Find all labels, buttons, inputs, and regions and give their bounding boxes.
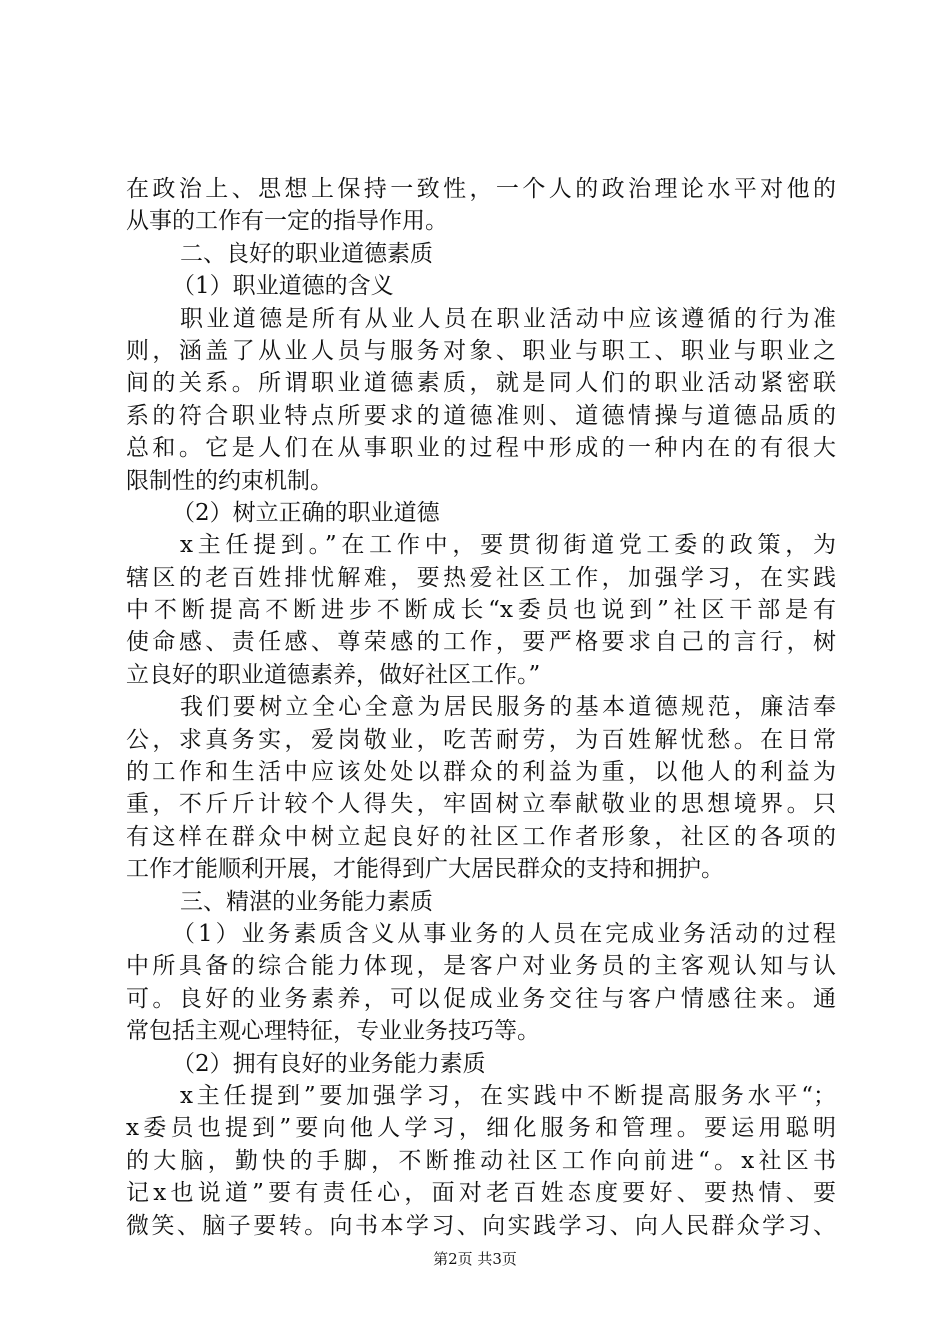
document-body: [126, 173, 836, 1242]
text-line: 常包括主观心理特征，专业业务技巧等。: [126, 1018, 540, 1045]
section-heading: 二、良好的职业道德素质: [180, 240, 433, 267]
text-line: 则，涵盖了从业人员与服务对象、职业与职工、职业与职业之: [126, 337, 836, 364]
text-line: x委员也提到”要向他人学习，细化服务和管理。要运用聪明: [126, 1115, 836, 1142]
subsection-heading: （1）职业道德的含义: [172, 273, 394, 300]
text-line: 辖区的老百姓排忧解难，要热爱社区工作，加强学习，在实践: [126, 564, 836, 591]
text-line: 系的符合职业特点所要求的道德准则、道德情操与道德品质的: [126, 402, 836, 429]
text-line: 从事的工作有一定的指导作用。: [126, 208, 448, 235]
text-line: 工作才能顺利开展，才能得到广大居民群众的支持和拥护。: [126, 856, 724, 883]
text-line: x主任提到。”在工作中，要贯彻街道党工委的政策，为: [180, 532, 836, 559]
text-line: （1）业务素质含义从事业务的人员在完成业务活动的过程: [172, 920, 836, 947]
text-line: 公，求真务实，爱岗敬业，吃苦耐劳，为百姓解忧愁。在日常: [126, 726, 836, 753]
text-line: 间的关系。所谓职业道德素质，就是同人们的职业活动紧密联: [126, 370, 836, 397]
subsection-heading: （2）树立正确的职业道德: [172, 499, 440, 526]
subsection-heading: （2）拥有良好的业务能力素质: [172, 1050, 486, 1077]
text-line: 中不断提高不断进步不断成长“x委员也说到”社区干部是有: [126, 597, 836, 624]
section-heading: 三、精湛的业务能力素质: [180, 888, 433, 915]
text-line: 我们要树立全心全意为居民服务的基本道德规范，廉洁奉: [180, 694, 836, 721]
text-line: 可。良好的业务素养，可以促成业务交往与客户情感往来。通: [126, 985, 836, 1012]
text-line: 的大脑，勤快的手脚，不断推动社区工作向前进“。x社区书: [126, 1147, 836, 1174]
text-line: 职业道德是所有从业人员在职业活动中应该遵循的行为准: [180, 305, 836, 332]
text-line: 微笑、脑子要转。向书本学习、向实践学习、向人民群众学习、: [126, 1212, 836, 1239]
text-line: 中所具备的综合能力体现，是客户对业务员的主客观认知与认: [126, 953, 836, 980]
text-line: 重，不斤斤计较个人得失，牢固树立奉献敬业的思想境界。只: [126, 791, 836, 818]
text-line: 立良好的职业道德素养，做好社区工作。”: [126, 661, 541, 688]
text-line: 总和。它是人们在从事职业的过程中形成的一种内在的有很大: [126, 435, 836, 462]
text-line: 在政治上、思想上保持一致性，一个人的政治理论水平对他的: [126, 176, 836, 202]
text-line: 记x也说道”要有责任心，面对老百姓态度要好、要热情、要: [126, 1180, 836, 1207]
text-line: 的工作和生活中应该处处以群众的利益为重，以他人的利益为: [126, 759, 836, 786]
text-line: x主任提到”要加强学习，在实践中不断提高服务水平“；: [180, 1082, 836, 1109]
text-line: 限制性的约束机制。: [126, 467, 333, 494]
page-number-footer: 第2页 共3页: [433, 1250, 517, 1268]
text-line: 使命感、责任感、尊荣感的工作，要严格要求自己的言行，树: [126, 629, 836, 656]
text-line: 有这样在群众中树立起良好的社区工作者形象，社区的各项的: [126, 823, 836, 850]
